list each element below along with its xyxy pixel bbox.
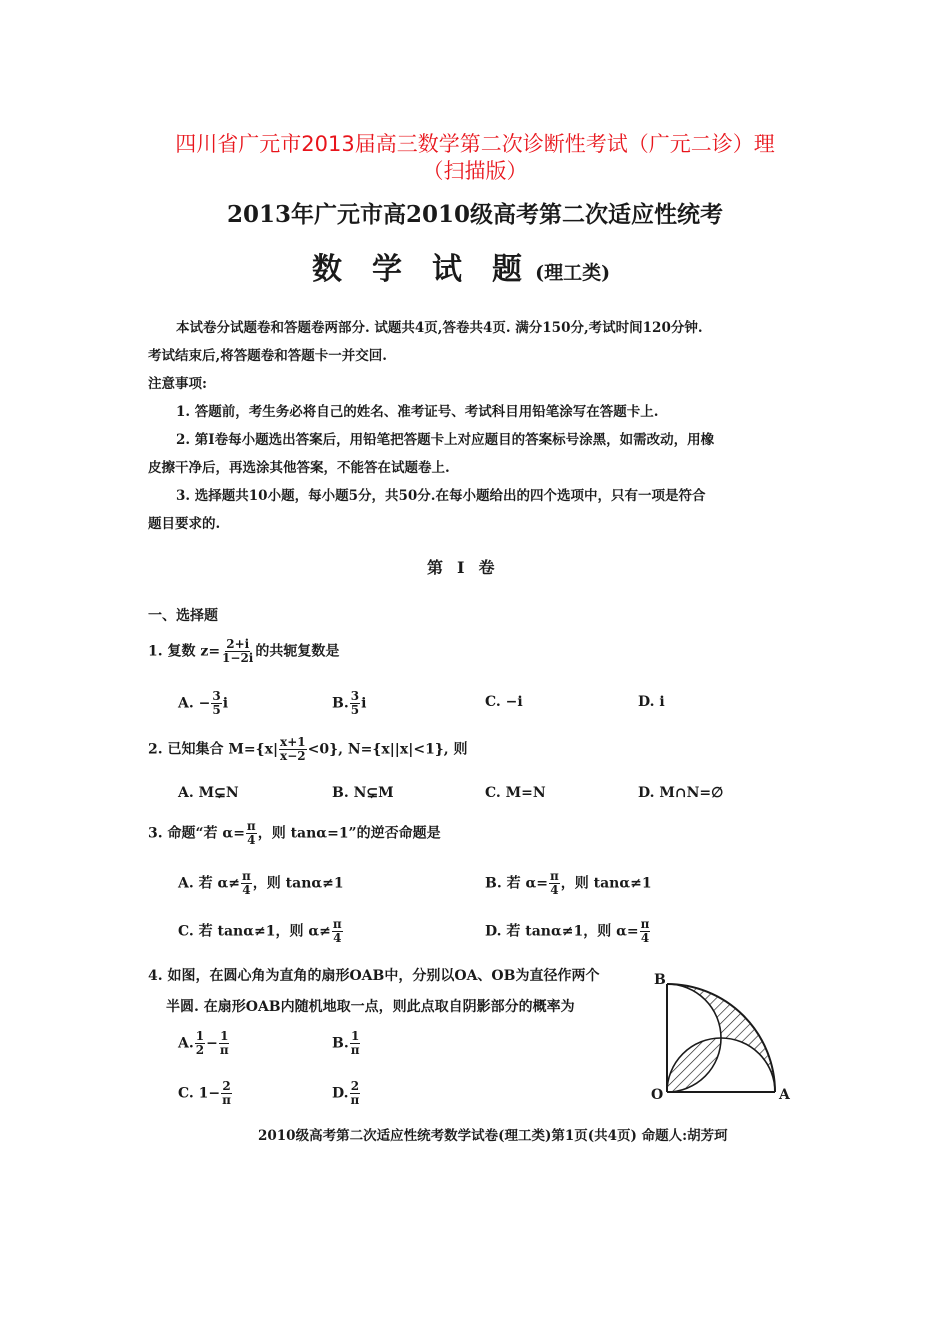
q4-option-a	[178, 1030, 231, 1057]
q1-b-num: 3	[350, 689, 360, 703]
q1-a-tail: i	[222, 695, 229, 712]
label-o: O	[651, 1087, 664, 1103]
exam-title: 2013年广元市高2010级高考第二次适应性统考	[226, 201, 724, 228]
document-title-line1: 四川省广元市2013届高三数学第二次诊断性考试（广元二诊）理	[175, 132, 775, 156]
question-4-line1: 4. 如图，在圆心角为直角的扇形OAB中，分别以OA、OB为直径作两个	[148, 968, 600, 984]
q1-option-d: D. i	[638, 694, 665, 710]
subject-heading	[312, 244, 610, 288]
q3-b-den: 4	[550, 883, 559, 897]
q4-a-label: A.	[178, 1035, 194, 1052]
q2-prefix: 2. 已知集合 M={x|	[148, 741, 279, 758]
q4-d-den: π	[350, 1093, 360, 1107]
q3-a-post: ，则 tanα≠1	[252, 875, 344, 892]
q4-a-n2: 1	[220, 1029, 229, 1043]
q2-denominator: x−2	[280, 749, 306, 763]
q4-a-n1: 1	[195, 1029, 205, 1043]
q3-suffix: ，则 tanα=1”的逆否命题是	[257, 825, 441, 842]
part-title: 一、选择题	[148, 608, 218, 624]
q2-option-d: D. M∩N=∅	[638, 785, 724, 801]
question-4-line2: 半圆. 在扇形OAB内随机地取一点，则此点取自阴影部分的概率为	[166, 999, 575, 1015]
q2-option-a: A. M⊊N	[178, 785, 239, 801]
q3-d-num: π	[640, 917, 650, 931]
q3-b-pre: B. 若 α=	[485, 875, 548, 892]
q3-option-a	[178, 870, 344, 897]
q3-c-den: 4	[333, 931, 342, 945]
q2-numerator: x+1	[280, 735, 306, 749]
q3-option-d	[485, 918, 651, 945]
note-3b: 题目要求的.	[148, 516, 221, 532]
question-2	[148, 736, 468, 763]
q4-b-num: 1	[350, 1029, 360, 1043]
q4-a-d2: π	[219, 1043, 229, 1057]
intro-line-2: 考试结束后,将答题卷和答题卡一并交回.	[148, 348, 387, 364]
q3-a-num: π	[242, 869, 251, 883]
q4-c-den: π	[222, 1093, 231, 1107]
label-b: B	[654, 972, 666, 988]
label-a: A	[779, 1087, 790, 1103]
note-2b: 皮擦干净后，再选涂其他答案，不能答在试题卷上.	[148, 460, 450, 476]
q1-option-b	[332, 690, 366, 717]
q1-prefix: 1. 复数 z=	[148, 643, 221, 660]
q4-option-d	[332, 1080, 361, 1107]
q1-denominator: 1−2i	[222, 651, 254, 665]
question-3	[148, 820, 441, 847]
q3-b-post: ，则 tanα≠1	[560, 875, 652, 892]
q1-a-label: A. −	[178, 695, 211, 712]
q2-suffix: <0}, N={x||x|<1}, 则	[307, 741, 468, 758]
q4-d-label: D.	[332, 1085, 349, 1102]
q1-b-den: 5	[350, 703, 360, 717]
q3-fraction	[246, 820, 257, 847]
q3-c-num: π	[332, 917, 342, 931]
q3-a-den: 4	[242, 883, 251, 897]
q4-option-b	[332, 1030, 362, 1057]
q3-d-pre: D. 若 tanα≠1，则 α=	[485, 923, 639, 940]
q1-option-a	[178, 690, 228, 717]
q4-b-den: π	[350, 1043, 360, 1057]
q4-d-num: 2	[350, 1079, 360, 1093]
q3-option-c	[178, 918, 344, 945]
q3-denominator: 4	[247, 833, 256, 847]
sector-figure	[645, 970, 795, 1105]
q1-a-den: 5	[212, 703, 221, 717]
q4-option-c	[178, 1080, 233, 1107]
q1-numerator: 2+i	[226, 637, 250, 651]
q3-a-pre: A. 若 α≠	[178, 875, 240, 892]
section-title: 第Ⅰ卷	[427, 558, 509, 577]
q1-a-num: 3	[212, 689, 221, 703]
q3-option-b	[485, 870, 652, 897]
q3-prefix: 3. 命题“若 α=	[148, 825, 245, 842]
q1-suffix: 的共轭复数是	[255, 643, 340, 660]
subject-suffix: (理工类)	[535, 262, 611, 284]
q2-option-c: C. M=N	[485, 785, 546, 801]
q1-option-c: C. −i	[485, 694, 523, 710]
q4-a-d1: 2	[195, 1043, 205, 1057]
subject-title: 数学试题	[312, 252, 552, 287]
q3-c-pre: C. 若 tanα≠1，则 α≠	[178, 923, 331, 940]
intro-line-1: 本试卷分试题卷和答题卷两部分. 试题共4页,答卷共4页. 满分150分,考试时间120分钟.	[176, 320, 703, 336]
page-footer: 2010级高考第二次适应性统考数学试卷(理工类)第1页(共4页) 命题人:胡芳珂	[258, 1128, 728, 1144]
document-title-line2: （扫描版）	[422, 159, 528, 183]
note-1: 1. 答题前，考生务必将自己的姓名、准考证号、考试科目用铅笔涂写在答题卡上.	[176, 404, 659, 420]
q4-c-label: C. 1−	[178, 1085, 221, 1102]
question-1	[148, 638, 339, 665]
notes-title: 注意事项:	[148, 376, 207, 392]
q2-fraction	[279, 736, 307, 763]
q4-c-num: 2	[222, 1079, 231, 1093]
note-2a: 2. 第Ⅰ卷每小题选出答案后，用铅笔把答题卡上对应题目的答案标号涂黑，如需改动，用橡	[176, 432, 715, 448]
q4-b-label: B.	[332, 1035, 349, 1052]
q1-fraction	[221, 638, 254, 665]
q3-b-num: π	[549, 869, 559, 883]
note-3a: 3. 选择题共10小题，每小题5分，共50分.在每小题给出的四个选项中，只有一项是符合	[176, 488, 706, 504]
q3-numerator: π	[246, 819, 256, 833]
q4-a-mid: −	[206, 1035, 218, 1052]
q1-b-label: B.	[332, 695, 349, 712]
q3-d-den: 4	[640, 931, 650, 945]
q1-b-tail: i	[361, 695, 367, 712]
q2-option-b: B. N⊊M	[332, 785, 394, 801]
